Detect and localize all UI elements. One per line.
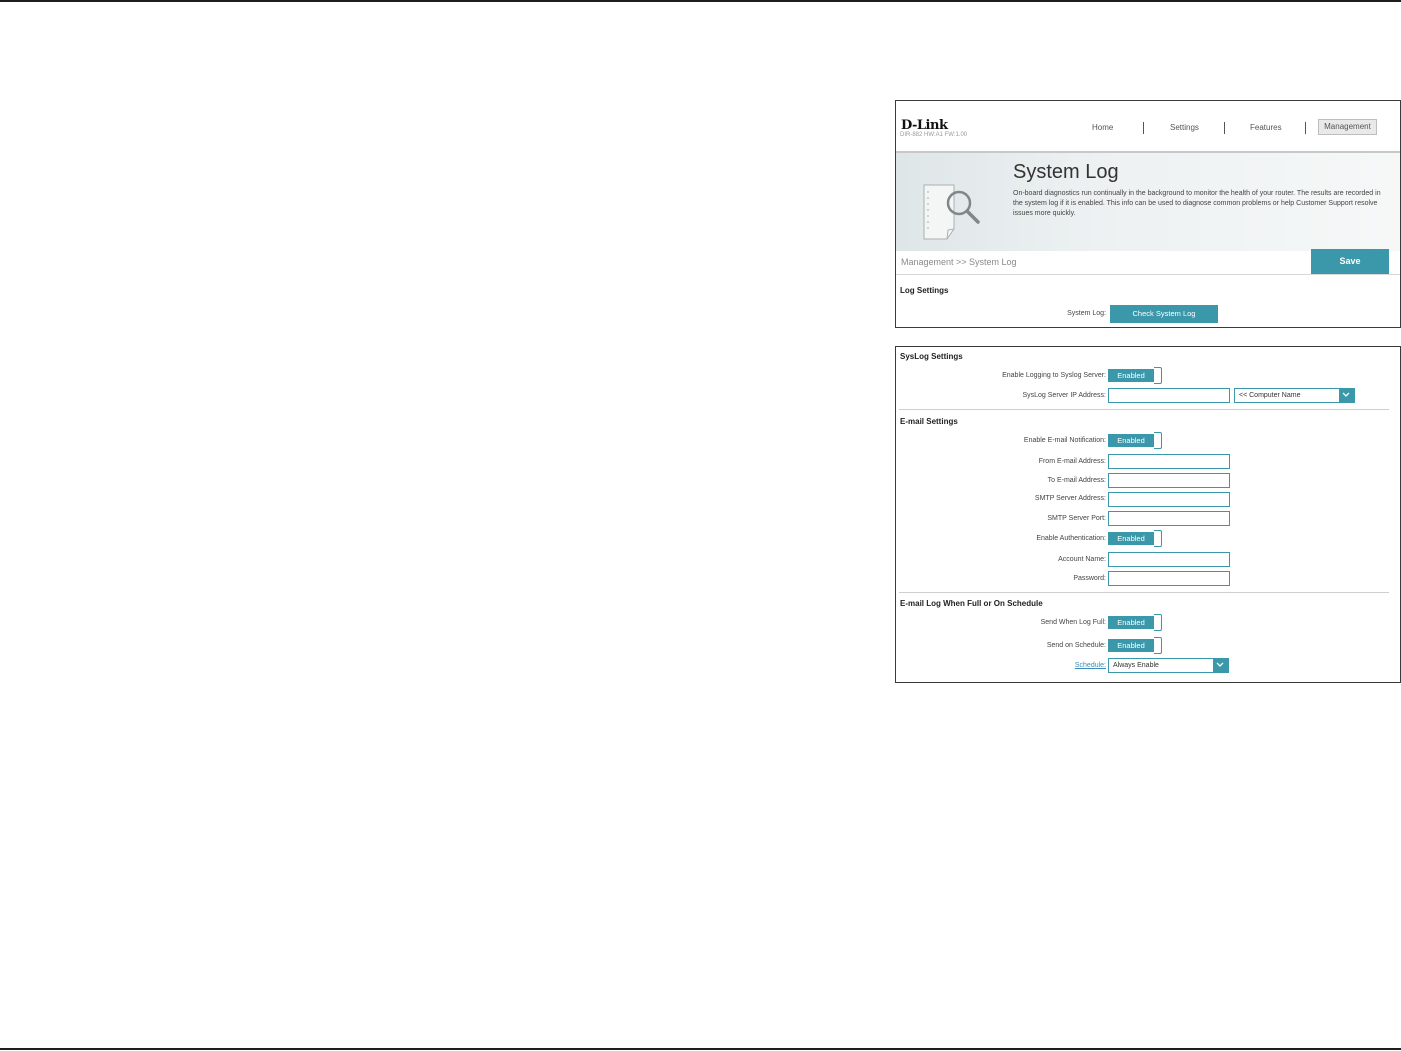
save-button[interactable]: Save	[1311, 249, 1389, 274]
smtp-address-input[interactable]	[1108, 492, 1230, 507]
page-top-rule	[0, 0, 1401, 2]
computer-name-select[interactable]	[1234, 388, 1355, 403]
syslog-ip-input[interactable]	[1108, 388, 1230, 403]
toggle-state: Enabled	[1108, 369, 1154, 382]
header	[896, 101, 1400, 151]
syslog-settings-title: SysLog Settings	[900, 352, 963, 361]
syslog-ip-label: SysLog Server IP Address:	[1022, 392, 1106, 399]
toggle-state: Enabled	[1108, 434, 1154, 447]
section-divider	[899, 409, 1389, 410]
nav-separator	[1305, 122, 1306, 134]
schedule-link[interactable]: Schedule:	[1074, 662, 1106, 669]
email-settings-title: E-mail Settings	[900, 417, 958, 426]
page-bottom-rule	[0, 1048, 1401, 1050]
account-name-label: Account Name:	[1058, 556, 1106, 563]
toggle-knob[interactable]	[1154, 614, 1162, 631]
auth-label: Enable Authentication:	[1036, 535, 1106, 542]
toggle-knob[interactable]	[1154, 637, 1162, 654]
syslog-enable-label: Enable Logging to Syslog Server:	[1002, 372, 1106, 379]
dlink-logo: D-Link	[901, 118, 948, 133]
auth-toggle[interactable]	[1108, 530, 1163, 547]
send-on-schedule-toggle[interactable]	[1108, 637, 1163, 654]
system-log-main-panel	[895, 100, 1401, 328]
log-settings-title: Log Settings	[900, 286, 949, 295]
nav-separator	[1224, 122, 1225, 134]
magnifier-document-icon	[921, 183, 981, 241]
log-options-panel	[895, 346, 1401, 683]
nav-settings[interactable]: Settings	[1170, 123, 1199, 132]
email-log-schedule-title: E-mail Log When Full or On Schedule	[900, 599, 1043, 608]
schedule-select[interactable]	[1108, 658, 1229, 673]
account-name-input[interactable]	[1108, 552, 1230, 567]
toggle-knob[interactable]	[1154, 432, 1162, 449]
email-enable-label: Enable E-mail Notification:	[1023, 437, 1106, 444]
email-enable-toggle[interactable]	[1108, 432, 1163, 449]
toggle-knob[interactable]	[1154, 530, 1162, 547]
smtp-port-input[interactable]	[1108, 511, 1230, 526]
system-log-label: System Log:	[1067, 310, 1106, 317]
nav-home[interactable]: Home	[1092, 123, 1114, 132]
smtp-address-label: SMTP Server Address:	[1034, 495, 1106, 502]
from-email-label: From E-mail Address:	[1038, 458, 1106, 465]
from-email-input[interactable]	[1108, 454, 1230, 469]
syslog-enable-toggle[interactable]	[1108, 367, 1163, 384]
smtp-port-label: SMTP Server Port:	[1047, 515, 1106, 522]
check-system-log-button[interactable]: Check System Log	[1110, 305, 1218, 323]
chevron-down-icon	[1213, 659, 1228, 672]
nav-features[interactable]: Features	[1250, 123, 1282, 132]
toggle-knob[interactable]	[1154, 367, 1162, 384]
page-description: On-board diagnostics run continually in the background to monitor the health of your router. The results are recorded in the system log if it is enabled. This info can be used to diagnose common problems or help Customer Support resolve issues more quickly.	[1013, 190, 1381, 217]
send-when-full-label: Send When Log Full:	[1040, 619, 1106, 626]
section-divider	[899, 592, 1389, 593]
send-when-full-toggle[interactable]	[1108, 614, 1163, 631]
toggle-state: Enabled	[1108, 616, 1154, 629]
page-banner	[896, 151, 1400, 251]
send-on-schedule-label: Send on Schedule:	[1046, 642, 1106, 649]
password-input[interactable]	[1108, 571, 1230, 586]
password-label: Password:	[1073, 575, 1106, 582]
select-value: << Computer Name	[1239, 392, 1301, 399]
select-value: Always Enable	[1113, 662, 1159, 669]
to-email-label: To E-mail Address:	[1047, 477, 1106, 484]
nav-separator	[1143, 122, 1144, 134]
toggle-state: Enabled	[1108, 532, 1154, 545]
breadcrumb-bar	[896, 249, 1400, 275]
chevron-down-icon	[1339, 389, 1354, 402]
toggle-state: Enabled	[1108, 639, 1154, 652]
to-email-input[interactable]	[1108, 473, 1230, 488]
page-title: System Log	[1013, 161, 1119, 183]
firmware-label: DIR-882 HW:A1 FW:1.00	[900, 132, 968, 138]
breadcrumb: Management >> System Log	[901, 257, 1017, 267]
nav-management[interactable]: Management	[1318, 119, 1377, 135]
